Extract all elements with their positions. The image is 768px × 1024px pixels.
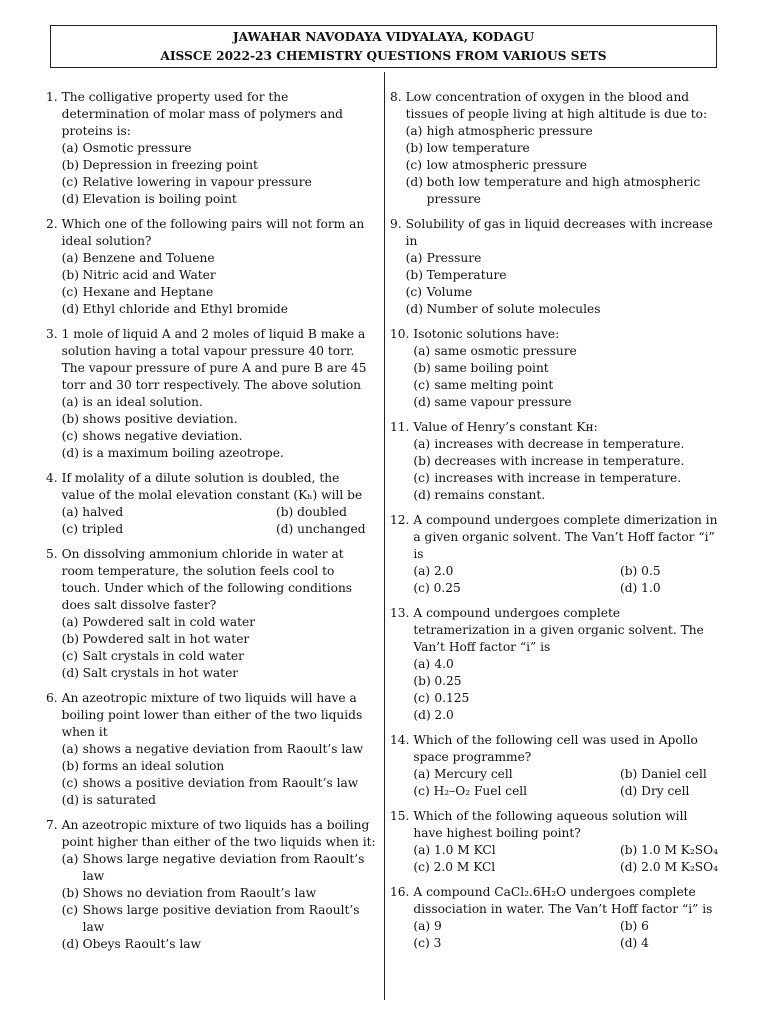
option-letter: (b) <box>405 141 423 155</box>
question-text: Low concentration of oxygen in the blood and tissues of people living at high altitude is due to: <box>405 90 708 121</box>
option-text: same osmotic pressure <box>434 344 577 358</box>
answer-option <box>413 377 720 394</box>
answer-option <box>406 284 720 301</box>
question-text: Which one of the following pairs will not form an ideal solution? <box>61 217 365 248</box>
option-letter: (a) <box>61 742 79 756</box>
option-letter: (d) <box>61 937 79 951</box>
question-body <box>413 732 720 800</box>
option-text: Temperature <box>426 268 507 282</box>
answer-option <box>62 284 376 301</box>
option-text: same melting point <box>434 378 554 392</box>
question-item <box>390 512 720 597</box>
answer-option-row <box>413 783 720 800</box>
option-text: Number of solute molecules <box>426 302 601 316</box>
option-letter: (c) <box>61 175 78 189</box>
question-number: 4. <box>46 471 58 485</box>
answer-option <box>62 758 376 775</box>
question-item <box>46 470 376 538</box>
option-text: forms an ideal solution <box>82 759 225 773</box>
question-item <box>46 216 376 318</box>
answer-option <box>406 267 720 284</box>
question-item <box>46 89 376 208</box>
option-letter: (b) <box>413 454 431 468</box>
answer-option-row <box>62 521 376 538</box>
option-letter: (d) <box>61 302 79 316</box>
question-item <box>46 690 376 809</box>
answer-option: (c) 2.0 M KCl <box>413 860 496 874</box>
question-item <box>390 326 720 411</box>
answer-option-row <box>413 766 720 783</box>
question-number: 13. <box>390 606 410 620</box>
question-text: Value of Henry’s constant Kʜ: <box>413 420 598 434</box>
answer-option <box>62 648 376 665</box>
answer-option: (b) 6 <box>620 919 649 933</box>
answer-option-row <box>413 918 720 935</box>
answer-option-row <box>413 842 720 859</box>
option-letter: (c) <box>61 429 78 443</box>
option-letter: (d) <box>61 192 79 206</box>
answer-option <box>62 174 376 191</box>
answer-option-row <box>62 504 376 521</box>
answer-option <box>406 250 720 267</box>
option-letter: (a) <box>413 437 431 451</box>
answer-option <box>62 775 376 792</box>
answer-option: (d) 4 <box>620 936 649 950</box>
answer-option: (c) H₂–O₂ Fuel cell <box>413 784 528 798</box>
question-text: Solubility of gas in liquid decreases with increase in <box>405 217 713 248</box>
option-text: Osmotic pressure <box>82 141 192 155</box>
answer-option-row <box>413 563 720 580</box>
question-text: A compound undergoes complete tetramerization in a given organic solvent. The Van’t Hoff factor “i” is <box>413 606 704 654</box>
question-item <box>390 605 720 724</box>
answer-option <box>62 394 376 411</box>
answer-option: (a) 2.0 <box>413 564 454 578</box>
answer-option <box>62 191 376 208</box>
question-item <box>390 732 720 800</box>
option-letter: (a) <box>61 852 79 866</box>
column-divider <box>384 72 385 1000</box>
option-letter: (b) <box>413 361 431 375</box>
option-letter: (b) <box>61 759 79 773</box>
answer-option <box>406 123 720 140</box>
answer-option: (b) Daniel cell <box>620 767 707 781</box>
question-body <box>62 690 376 809</box>
option-text: Pressure <box>426 251 482 265</box>
option-text: shows a positive deviation from Raoult’s law <box>82 776 359 790</box>
question-item <box>390 89 720 208</box>
answer-option <box>413 656 720 673</box>
answer-option <box>62 411 376 428</box>
option-letter: (b) <box>61 158 79 172</box>
question-body <box>62 546 376 682</box>
answer-option <box>62 885 376 902</box>
question-body <box>413 419 720 504</box>
option-text: is a maximum boiling azeotrope. <box>82 446 284 460</box>
answer-option <box>406 140 720 157</box>
answer-option <box>62 614 376 631</box>
school-name: JAWAHAR NAVODAYA VIDYALAYA, KODAGU <box>232 30 535 44</box>
option-letter: (c) <box>405 158 422 172</box>
answer-option <box>62 851 376 885</box>
answer-option <box>413 470 720 487</box>
option-text: Benzene and Toluene <box>82 251 215 265</box>
question-number: 11. <box>390 420 410 434</box>
question-text: If molality of a dilute solution is doubled, the value of the molal elevation constant (Kₕ) will be <box>61 471 363 502</box>
option-text: high atmospheric pressure <box>426 124 593 138</box>
question-number: 1. <box>46 90 58 104</box>
option-text: Salt crystals in cold water <box>82 649 244 663</box>
option-text: Hexane and Heptane <box>82 285 214 299</box>
answer-option <box>413 436 720 453</box>
question-text: The colligative property used for the determination of molar mass of polymers and proteins is: <box>61 90 343 138</box>
answer-option <box>62 140 376 157</box>
answer-option: (a) 9 <box>413 919 442 933</box>
question-text: Which of the following cell was used in Apollo space programme? <box>413 733 698 764</box>
option-text: shows a negative deviation from Raoult’s law <box>82 742 364 756</box>
option-text: increases with increase in temperature. <box>434 471 682 485</box>
option-text: 4.0 <box>434 657 454 671</box>
answer-option <box>62 250 376 267</box>
question-item <box>46 546 376 682</box>
option-letter: (a) <box>61 251 79 265</box>
question-body <box>62 89 376 208</box>
option-text: Shows no deviation from Raoult’s law <box>82 886 317 900</box>
answer-option <box>413 360 720 377</box>
option-text: both low temperature and high atmospheric pressure <box>426 175 701 206</box>
option-letter: (d) <box>413 488 431 502</box>
option-text: is an ideal solution. <box>82 395 203 409</box>
option-letter: (c) <box>61 285 78 299</box>
option-text: Powdered salt in cold water <box>82 615 256 629</box>
option-text: Ethyl chloride and Ethyl bromide <box>82 302 288 316</box>
question-body <box>413 884 720 952</box>
option-text: decreases with increase in temperature. <box>434 454 685 468</box>
answer-option <box>406 174 720 208</box>
option-letter: (c) <box>61 776 78 790</box>
option-letter: (c) <box>413 691 430 705</box>
question-text: Isotonic solutions have: <box>413 327 560 341</box>
option-text: is saturated <box>82 793 156 807</box>
option-letter: (c) <box>61 903 78 917</box>
option-text: Shows large negative deviation from Raoult’s law <box>82 852 365 883</box>
option-letter: (b) <box>413 674 431 688</box>
option-text: shows positive deviation. <box>82 412 238 426</box>
question-number: 7. <box>46 818 58 832</box>
answer-option: (a) halved <box>61 505 124 519</box>
answer-option <box>62 267 376 284</box>
question-number: 2. <box>46 217 58 231</box>
option-letter: (d) <box>413 708 431 722</box>
option-text: Obeys Raoult’s law <box>82 937 201 951</box>
option-letter: (c) <box>413 378 430 392</box>
answer-option: (d) 2.0 M K₂SO₄ <box>620 860 719 874</box>
option-letter: (a) <box>413 657 431 671</box>
question-text: 1 mole of liquid A and 2 moles of liquid B make a solution having a total vapour pressure 40 torr. The vapour pressure of pure A and pure B are 45 torr and 30 torr respectively. The above solution <box>61 327 367 392</box>
option-letter: (a) <box>405 251 423 265</box>
question-item <box>46 817 376 953</box>
option-letter: (b) <box>405 268 423 282</box>
question-body <box>413 512 720 597</box>
answer-option <box>413 487 720 504</box>
option-text: same boiling point <box>434 361 549 375</box>
question-item <box>390 419 720 504</box>
option-letter: (d) <box>413 395 431 409</box>
page-header <box>50 25 717 68</box>
option-text: remains constant. <box>434 488 546 502</box>
option-text: shows negative deviation. <box>82 429 243 443</box>
option-text: 0.25 <box>434 674 462 688</box>
answer-option: (b) 1.0 M K₂SO₄ <box>620 843 719 857</box>
answer-option-row <box>413 859 720 876</box>
option-letter: (d) <box>61 446 79 460</box>
question-number: 10. <box>390 327 410 341</box>
answer-option <box>62 665 376 682</box>
question-number: 5. <box>46 547 58 561</box>
right-column <box>390 89 720 960</box>
answer-option <box>62 445 376 462</box>
answer-option: (d) 1.0 <box>620 581 661 595</box>
option-letter: (c) <box>61 649 78 663</box>
question-text: On dissolving ammonium chloride in water at room temperature, the solution feels cool to touch. Under which of the following conditions does salt dissolve faster? <box>61 547 353 612</box>
question-number: 14. <box>390 733 410 747</box>
option-letter: (d) <box>61 793 79 807</box>
question-item <box>390 808 720 876</box>
answer-option: (a) 1.0 M KCl <box>413 843 496 857</box>
question-body <box>62 326 376 462</box>
option-text: low atmospheric pressure <box>426 158 588 172</box>
option-text: 2.0 <box>434 708 454 722</box>
question-text: An azeotropic mixture of two liquids has a boiling point higher than either of the two liquids when it: <box>61 818 376 849</box>
option-letter: (c) <box>405 285 422 299</box>
question-item <box>46 326 376 462</box>
option-text: Nitric acid and Water <box>82 268 216 282</box>
answer-option <box>413 690 720 707</box>
option-text: Elevation is boiling point <box>82 192 237 206</box>
answer-option <box>413 673 720 690</box>
left-column <box>46 89 376 961</box>
question-number: 16. <box>390 885 410 899</box>
question-text: A compound undergoes complete dimerization in a given organic solvent. The Van’t Hoff factor “i” is <box>413 513 718 561</box>
answer-option <box>62 936 376 953</box>
answer-option: (b) 0.5 <box>620 564 661 578</box>
option-text: Salt crystals in hot water <box>82 666 239 680</box>
answer-option-row <box>413 580 720 597</box>
option-letter: (d) <box>61 666 79 680</box>
question-body <box>406 216 720 318</box>
option-letter: (c) <box>413 471 430 485</box>
option-letter: (a) <box>61 395 79 409</box>
page-title: AISSCE 2022-23 CHEMISTRY QUESTIONS FROM VARIOUS SETS <box>160 49 607 63</box>
question-number: 6. <box>46 691 58 705</box>
option-letter: (b) <box>61 268 79 282</box>
answer-option: (d) unchanged <box>276 522 366 536</box>
question-body <box>62 470 376 538</box>
option-letter: (b) <box>61 632 79 646</box>
answer-option <box>62 301 376 318</box>
answer-option: (b) doubled <box>276 505 347 519</box>
question-number: 9. <box>390 217 402 231</box>
question-text: An azeotropic mixture of two liquids will have a boiling point lower than either of the two liquids when it <box>61 691 363 739</box>
question-text: Which of the following aqueous solution will have highest boiling point? <box>413 809 688 840</box>
question-body <box>413 808 720 876</box>
question-number: 15. <box>390 809 410 823</box>
answer-option <box>413 394 720 411</box>
option-letter: (b) <box>61 886 79 900</box>
option-text: increases with decrease in temperature. <box>434 437 685 451</box>
option-letter: (a) <box>413 344 431 358</box>
answer-option <box>62 902 376 936</box>
option-text: Relative lowering in vapour pressure <box>82 175 312 189</box>
question-body <box>62 216 376 318</box>
answer-option: (c) 0.25 <box>413 581 461 595</box>
option-letter: (b) <box>61 412 79 426</box>
option-letter: (d) <box>405 302 423 316</box>
option-letter: (a) <box>405 124 423 138</box>
answer-option <box>62 157 376 174</box>
answer-option <box>62 428 376 445</box>
option-letter: (d) <box>405 175 423 189</box>
answer-option <box>413 453 720 470</box>
answer-option <box>413 343 720 360</box>
question-body <box>62 817 376 953</box>
question-number: 3. <box>46 327 58 341</box>
option-letter: (a) <box>61 615 79 629</box>
option-text: Volume <box>426 285 473 299</box>
question-text: A compound CaCl₂.6H₂O undergoes complete dissociation in water. The Van’t Hoff factor “i” is <box>413 885 713 916</box>
answer-option <box>406 301 720 318</box>
answer-option <box>406 157 720 174</box>
answer-option <box>62 792 376 809</box>
answer-option <box>62 631 376 648</box>
answer-option-row <box>413 935 720 952</box>
option-text: low temperature <box>426 141 530 155</box>
answer-option: (a) Mercury cell <box>413 767 513 781</box>
question-body <box>413 326 720 411</box>
option-text: 0.125 <box>434 691 470 705</box>
question-body <box>406 89 720 208</box>
option-text: Depression in freezing point <box>82 158 258 172</box>
option-text: same vapour pressure <box>434 395 572 409</box>
question-number: 8. <box>390 90 402 104</box>
question-item <box>390 216 720 318</box>
answer-option <box>413 707 720 724</box>
question-item <box>390 884 720 952</box>
option-letter: (a) <box>61 141 79 155</box>
question-body <box>413 605 720 724</box>
question-number: 12. <box>390 513 410 527</box>
answer-option: (d) Dry cell <box>620 784 690 798</box>
answer-option: (c) 3 <box>413 936 442 950</box>
answer-option: (c) tripled <box>61 522 124 536</box>
answer-option <box>62 741 376 758</box>
option-text: Shows large positive deviation from Raoult’s law <box>82 903 360 934</box>
option-text: Powdered salt in hot water <box>82 632 250 646</box>
